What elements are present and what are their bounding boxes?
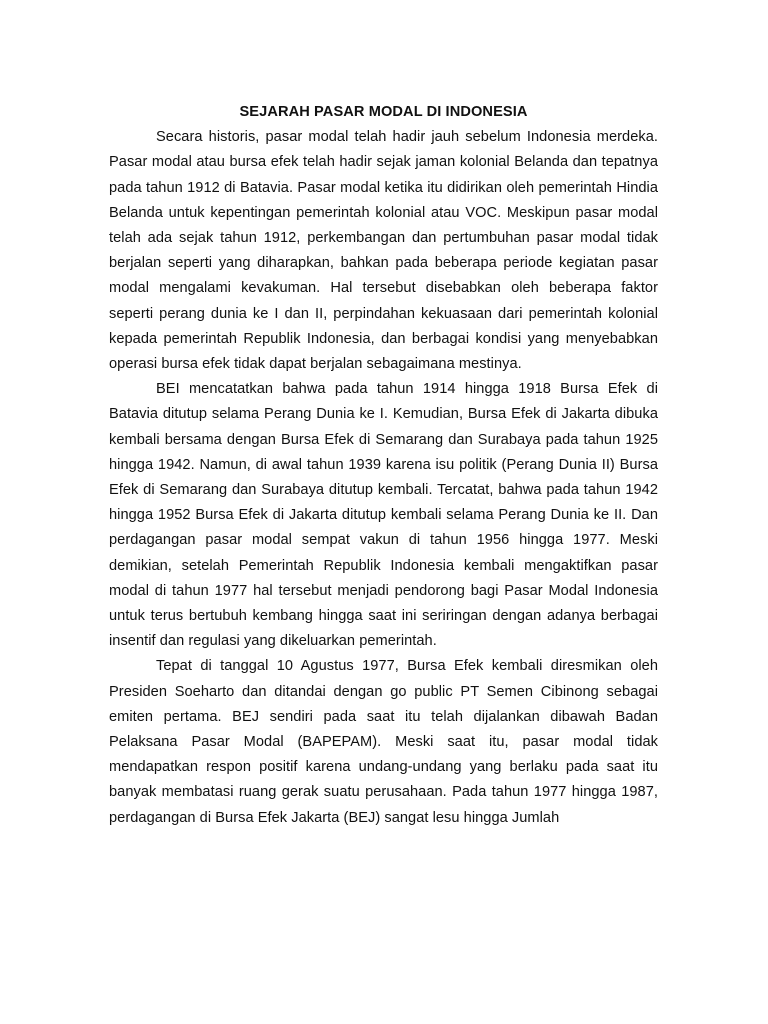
document-title: SEJARAH PASAR MODAL DI INDONESIA	[239, 104, 528, 120]
paragraph-1: Secara historis, pasar modal telah hadir jauh sebelum Indonesia merdeka. Pasar modal atau bursa efek telah hadir sejak jaman kolonial Belanda dan tepatnya pada tahun 1912 di Batavia. Pasar modal ketika itu didirikan oleh pemerintah Hindia Belanda untuk kepentingan pemerintah kolonial atau VOC. Meskipun pasar modal telah ada sejak tahun 1912, perkembangan dan pertumbuhan pasar modal tidak berjalan seperti yang diharapkan, bahkan pada beberapa periode kegiatan pasar modal mengalami kevakuman. Hal tersebut disebabkan oleh beberapa faktor seperti perang dunia ke I dan II, perpindahan kekuasaan dari pemerintah kolonial kepada pemerintah Republik Indonesia, dan berbagai kondisi yang menyebabkan operasi bursa efek tidak dapat berjalan sebagaimana mestinya.	[109, 129, 658, 373]
paragraph-3: Tepat di tanggal 10 Agustus 1977, Bursa Efek kembali diresmikan oleh Presiden Soeharto dan ditandai dengan go public PT Semen Cibinong sebagai emiten pertama. BEJ sendiri pada saat itu telah dijalankan dibawah Badan Pelaksana Pasar Modal (BAPEPAM). Meski saat itu, pasar modal tidak mendapatkan respon positif karena undang-undang yang berlaku pada saat itu banyak membatasi ruang gerak suatu perusahaan. Pada tahun 1977 hingga 1987, perdagangan di Bursa Efek Jakarta (BEJ) sangat lesu hingga Jumlah	[109, 658, 658, 826]
paragraph-2: BEI mencatatkan bahwa pada tahun 1914 hingga 1918 Bursa Efek di Batavia ditutup selama Perang Dunia ke I. Kemudian, Bursa Efek di Jakarta dibuka kembali bersama dengan Bursa Efek di Semarang dan Surabaya pada tahun 1925 hingga 1942. Namun, di awal tahun 1939 karena isu politik (Perang Dunia II) Bursa Efek di Semarang dan Surabaya ditutup kembali. Tercatat, bahwa pada tahun 1942 hingga 1952 Bursa Efek di Jakarta ditutup kembali selama Perang Dunia ke II. Dan perdagangan pasar modal sempat vakun di tahun 1956 hingga 1977. Meski demikian, setelah Pemerintah Republik Indonesia kembali mengaktifkan pasar modal di tahun 1977 hal tersebut menjadi pendorong bagi Pasar Modal Indonesia untuk terus bertubuh kembang hingga saat ini seriringan dengan adanya berbagai insentif dan regulasi yang dikeluarkan pemerintah.	[109, 381, 658, 650]
document-body	[109, 100, 658, 831]
